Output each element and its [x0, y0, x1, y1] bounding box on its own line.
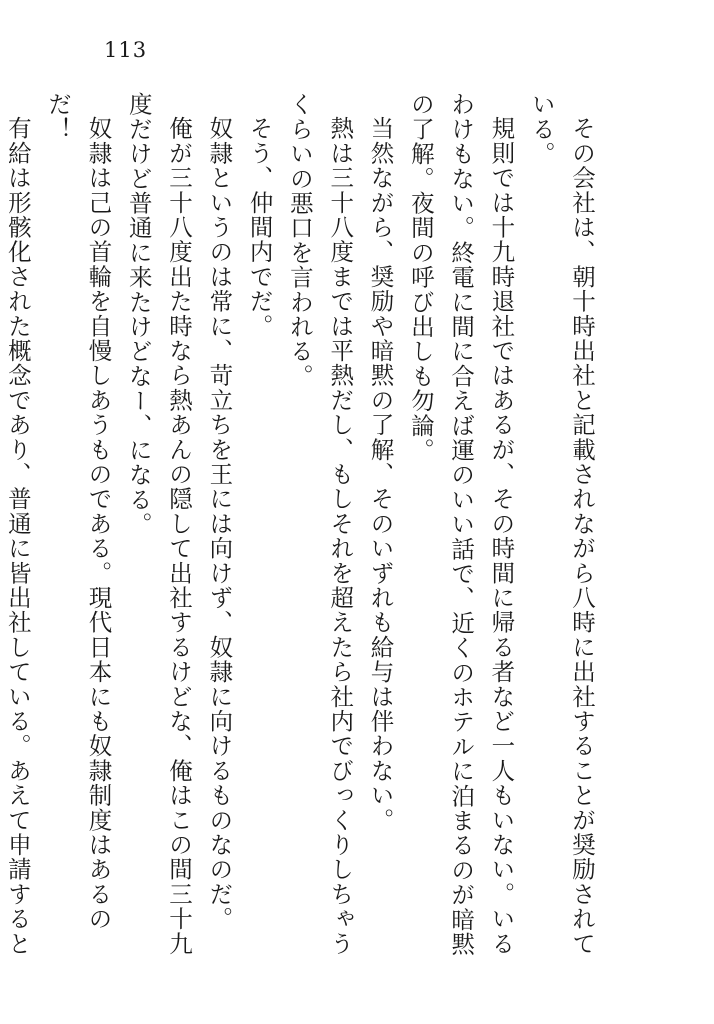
body-text [3, 92, 602, 972]
paragraph: 熱は三十八度までは平熱だし、もしそれを超えたら社内でびっくりしちゃうくらいの悪口を言われる。 [285, 92, 355, 956]
paragraph: そう、仲間内でだ。 [245, 115, 274, 338]
page-number: 113 [104, 38, 148, 62]
paragraph: 奴隷は己の首輪を自慢しあうものである。現代日本にも奴隷制度はあるのだ！ [44, 92, 113, 931]
paragraph: 奴隷というのは常に、苛立ちを王には向けず、奴隷に向けるものなのだ。 [205, 115, 234, 931]
paragraph: 当然ながら、奨励や暗黙の了解、そのいずれも給与は伴わない。 [366, 115, 395, 832]
paragraph: 有給は形骸化された概念であり、普通に皆出社している。あえて申請すると [3, 115, 32, 956]
paragraph: 俺が三十八度出た時なら熱あんの隠して出社するけどな、俺はこの間三十九度だけど普通に来たけどなー、になる。 [124, 92, 194, 956]
paragraph: その会社は、朝十時出社と記載されながら八時に出社することが奨励されている。 [527, 92, 596, 956]
paragraph: 規則では十九時退社ではあるが、その時間に帰る者など一人もいない。いるわけもない。終電に間に合えば運のいい話で、近くのホテルに泊まるのが暗黙の了解。夜間の呼び出しも勿論。 [406, 92, 516, 957]
